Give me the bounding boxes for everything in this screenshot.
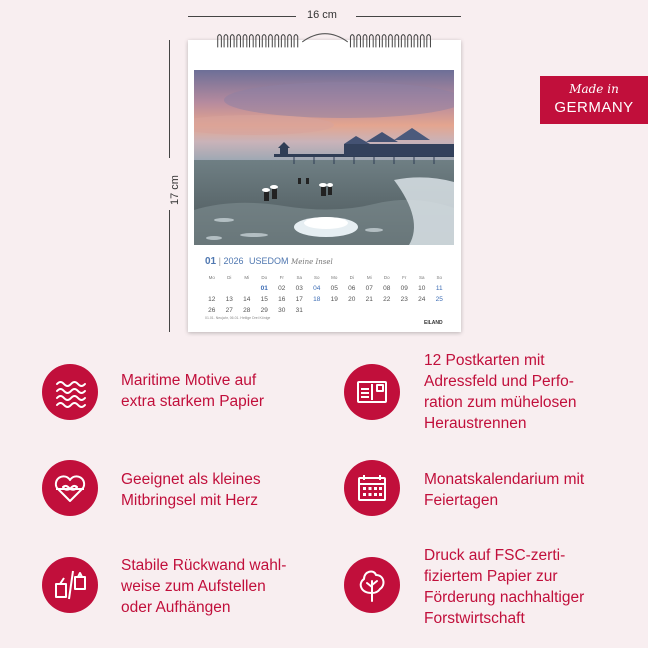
date-cell: 02 <box>278 285 286 292</box>
weekday-label: Mi <box>244 275 250 280</box>
calendar-icon <box>344 460 400 516</box>
weekday-label: Di <box>349 275 354 280</box>
feature-text: Druck auf FSC-zerti- fiziertem Papier zur Förderung nachhaltiger Forstwirtschaft <box>424 547 585 627</box>
binding-ring <box>389 35 393 48</box>
date-cell <box>396 305 414 316</box>
date-cell <box>221 283 239 294</box>
calendar-grid <box>203 272 448 316</box>
height-dimension-label: 17 cm <box>168 175 181 205</box>
binding-ring <box>370 35 374 48</box>
binding-ring <box>408 35 412 48</box>
date-cell <box>203 283 221 294</box>
made-in-germany-badge <box>540 76 648 124</box>
calendar-month-header: 01 | 2026 USEDOM Meine Insel <box>205 256 333 267</box>
date-cell: 23 <box>400 296 408 303</box>
weekday-label: Do <box>261 275 268 280</box>
width-dimension-label: 16 cm <box>307 9 337 21</box>
date-cell <box>413 305 431 316</box>
binding-ring <box>414 35 418 48</box>
binding-ring <box>275 35 279 48</box>
binding-ring <box>281 35 285 48</box>
weekday-label: Sa <box>296 275 302 280</box>
date-cell: 14 <box>243 296 251 303</box>
date-cell: 10 <box>418 285 426 292</box>
date-cell: 21 <box>365 296 373 303</box>
date-cell: 28 <box>243 307 251 314</box>
calendar-subtitle: Meine Insel <box>291 258 333 266</box>
date-cell <box>308 305 326 316</box>
binding-ring <box>427 35 431 48</box>
date-cell: 06 <box>348 285 356 292</box>
height-dimension-line-bottom <box>169 210 170 332</box>
binding-ring <box>224 35 228 48</box>
pier-photo <box>194 70 454 245</box>
frame-hang-icon <box>42 557 98 613</box>
tree-icon <box>344 557 400 613</box>
date-cell: 16 <box>278 296 286 303</box>
date-row <box>203 294 448 305</box>
binding-ring <box>288 35 292 48</box>
date-cell <box>343 305 361 316</box>
date-cell <box>326 305 344 316</box>
date-cell: 12 <box>208 296 216 303</box>
date-cell: 13 <box>225 296 233 303</box>
binding-ring <box>420 35 424 48</box>
date-cell: 18 <box>313 296 321 303</box>
feature-text: Monatskalendarium mit Feiertagen <box>424 471 585 509</box>
height-dimension-line-top <box>169 40 170 158</box>
weekday-label: Mo <box>331 275 338 280</box>
date-cell: 01 <box>260 285 268 292</box>
weekday-label: So <box>313 275 320 280</box>
binding-ring <box>250 35 254 48</box>
date-cell: 11 <box>435 285 443 292</box>
waves-icon <box>42 364 98 420</box>
weekday-label: Do <box>383 275 390 280</box>
date-cell: 17 <box>295 296 303 303</box>
binding-ring <box>350 35 354 48</box>
date-row <box>203 283 448 294</box>
binding-ring <box>256 35 260 48</box>
date-cell: 29 <box>260 307 268 314</box>
badge-country: GERMANY <box>554 99 634 116</box>
date-cell: 24 <box>418 296 426 303</box>
date-cell: 05 <box>330 285 338 292</box>
heart-gift-icon <box>42 460 98 516</box>
holiday-footnote: 01.01. Neujahr, 06.01. Heilige Drei Könige <box>205 316 271 320</box>
binding-ring <box>237 35 241 48</box>
weekday-row <box>203 272 448 283</box>
weekday-label: Fr <box>279 275 284 280</box>
date-cell: 08 <box>383 285 391 292</box>
weekday-label: Di <box>227 275 232 280</box>
wire-binding <box>205 31 445 51</box>
binding-ring <box>382 35 386 48</box>
binding-ring <box>363 35 367 48</box>
publisher-logo: EILAND <box>424 320 443 326</box>
date-cell: 26 <box>208 307 216 314</box>
feature-text: Maritime Motive auf extra starkem Papier <box>121 372 264 410</box>
weekday-label: Sa <box>418 275 425 280</box>
date-cell <box>238 283 256 294</box>
badge-made-in: Made in <box>569 82 619 96</box>
date-cell <box>361 305 379 316</box>
date-cell <box>378 305 396 316</box>
month-number: 01 <box>205 256 217 267</box>
date-cell: 03 <box>295 285 303 292</box>
date-cell: 25 <box>435 296 443 303</box>
date-cell: 31 <box>295 307 303 314</box>
weekday-label: Fr <box>402 275 407 280</box>
calendar-year: 2026 <box>223 256 244 266</box>
date-cell: 15 <box>260 296 268 303</box>
binding-ring <box>269 35 273 48</box>
date-cell: 30 <box>278 307 286 314</box>
postcard-icon <box>344 364 400 420</box>
weekday-label: So <box>436 275 442 280</box>
date-cell: 09 <box>400 285 408 292</box>
binding-ring <box>243 35 247 48</box>
feature-text: Geeignet als kleines Mitbringsel mit Herz <box>121 471 261 509</box>
feature-text: 12 Postkarten mit Adressfeld und Perfo- ration zum mühelosen Heraustrennen <box>424 352 577 432</box>
calendar-title: USEDOM <box>249 256 289 266</box>
binding-ring <box>262 35 266 48</box>
date-cell: 20 <box>348 296 356 303</box>
binding-ring <box>401 35 405 48</box>
date-cell: 04 <box>313 285 321 292</box>
binding-ring <box>357 35 361 48</box>
date-cell <box>431 305 449 316</box>
width-dimension-line-right <box>356 16 461 17</box>
binding-ring <box>376 35 380 48</box>
date-cell: 22 <box>383 296 391 303</box>
feature-text: Stabile Rückwand wahl- weise zum Aufstellen oder Aufhängen <box>121 557 287 616</box>
weekday-label: Mo <box>208 275 215 280</box>
binding-ring <box>395 35 399 48</box>
date-cell: 07 <box>365 285 373 292</box>
binding-ring <box>218 35 222 48</box>
date-row <box>203 305 448 316</box>
binding-ring <box>230 35 234 48</box>
weekday-label: Mi <box>366 275 372 280</box>
width-dimension-line-left <box>188 16 296 17</box>
date-cell: 27 <box>225 307 233 314</box>
date-cell: 19 <box>330 296 338 303</box>
binding-ring <box>294 35 298 48</box>
